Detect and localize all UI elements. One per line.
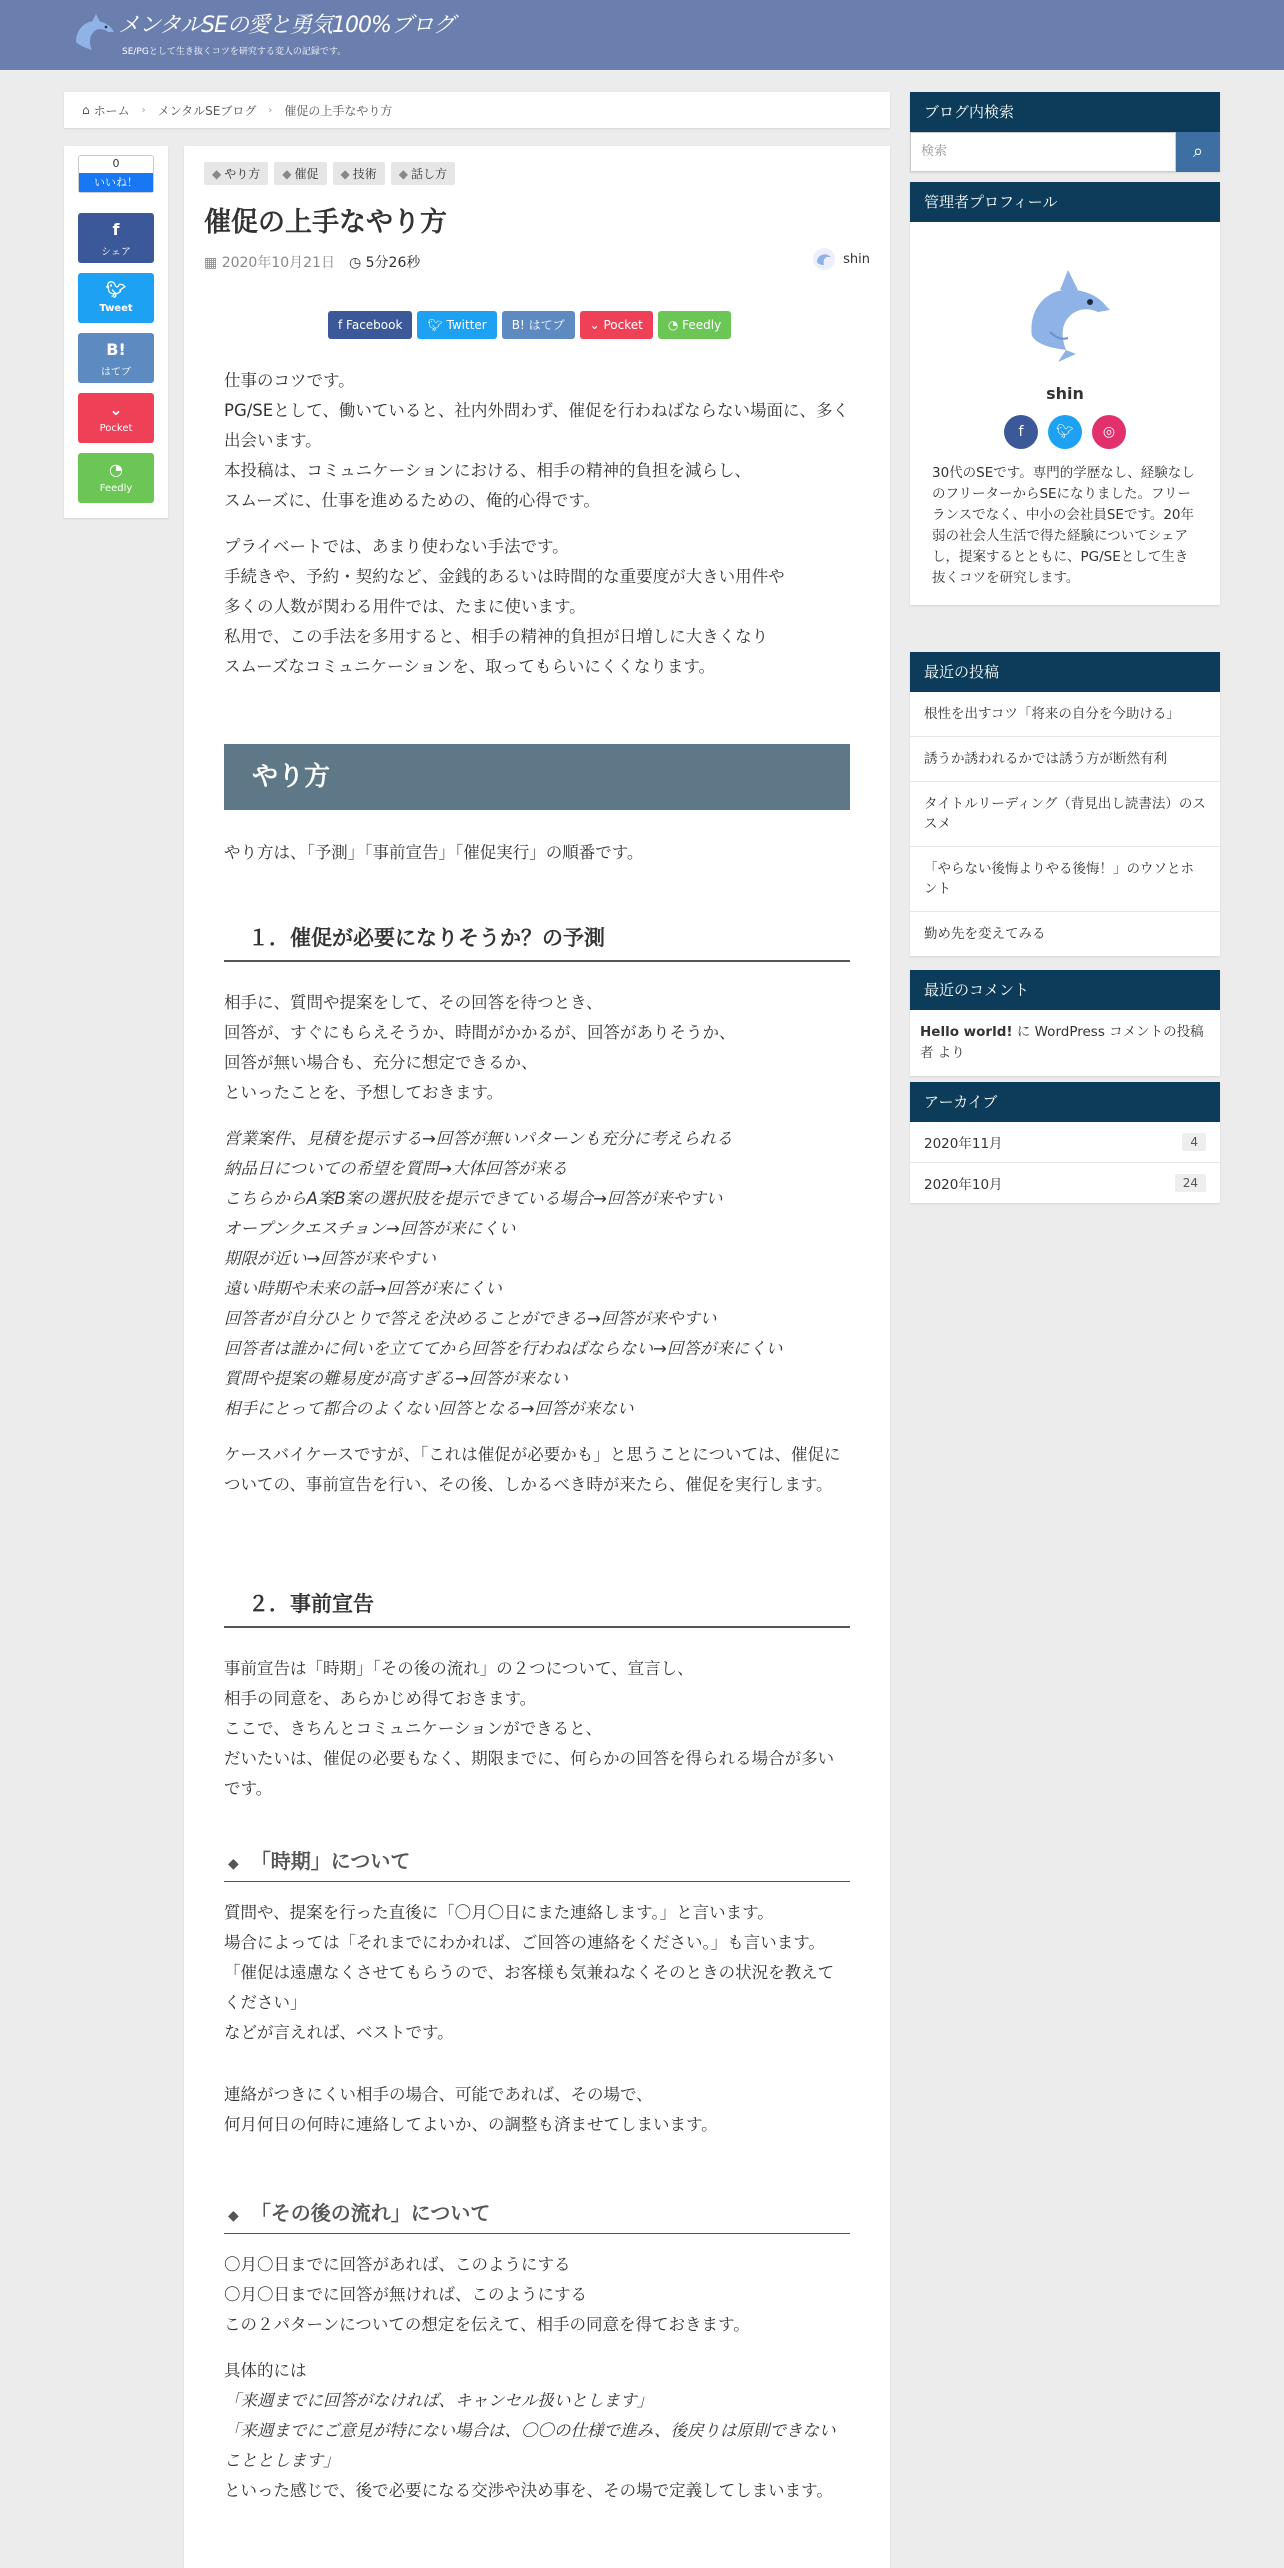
profile-widget (910, 182, 1220, 605)
twitter-icon[interactable]: 🐦︎ (1048, 415, 1082, 449)
feedly-share-label: Feedly (99, 483, 133, 494)
hatena-share-label: はてブ (101, 367, 131, 378)
tag-item[interactable] (274, 162, 326, 185)
hatena-icon: B! (106, 340, 126, 359)
prediction-examples (224, 1124, 850, 1424)
tag-icon: ◆ (212, 167, 222, 181)
text-line: だいたいは、催促の必要もなく、期限までに、何らかの回答を得られる場合が多いです。 (224, 1749, 835, 1798)
archive-label: 2020年11月 (924, 1136, 1003, 1152)
twitter-icon: 🐦︎ (427, 318, 447, 332)
list-item: 遠い時期や未来の話→回答が来にくい (224, 1279, 502, 1298)
recent-post-link[interactable]: タイトルリーディング（背見出し読書法）のススメ (910, 782, 1220, 847)
text-line: 〇月〇日までに回答があれば、このようにする (224, 2255, 571, 2274)
widget-title: 最近の投稿 (910, 652, 1220, 692)
search-button[interactable] (1176, 132, 1220, 172)
diamond-icon: ◆ (228, 1856, 239, 1872)
tag-item[interactable] (204, 162, 268, 185)
subsection-1-conclusion: ケースバイケースですが、「これは催促が必要かも」と思うことについては、催促についての、事前宣告を行い、その後、しかるべき時が来たら、催促を実行します。 (224, 1445, 841, 1494)
pocket-icon: ⌄ (109, 400, 123, 419)
section-intro: やり方は、「予測」「事前宣告」「催促実行」の順番です。 (224, 843, 644, 862)
dolphin-avatar-icon (1010, 258, 1120, 368)
recent-post-link[interactable]: 根性を出すコツ「将来の自分を今助ける」 (910, 692, 1220, 737)
timing-paragraph-2 (224, 2080, 850, 2140)
read-time: 5分26秒 (365, 255, 421, 271)
subsection-2-paragraph (224, 1654, 850, 1804)
profile-name: shin (1046, 384, 1084, 403)
site-tagline: SE/PGとして生き抜くコツを研究する変人の記録です。 (122, 47, 347, 57)
tag-item[interactable] (333, 162, 385, 185)
twitter-button-label: Twitter (446, 318, 487, 332)
comment-text: に WordPress コメントの投稿者 より (920, 1024, 1204, 1061)
home-icon: ⌂ (82, 103, 90, 117)
comment-post-link[interactable]: Hello world! (920, 1024, 1013, 1040)
text-line: などが言えれば、ベストです。 (224, 2023, 454, 2042)
facebook-icon: f (112, 220, 120, 239)
feedly-button-label: Feedly (682, 318, 722, 332)
comment-item (910, 1010, 1220, 1076)
tag-icon: ◆ (398, 167, 408, 181)
chevron-right-icon: › (141, 104, 146, 116)
facebook-like-box[interactable] (78, 155, 154, 193)
subsubsection-title: 「時期」について (250, 1849, 411, 1873)
tag-label: 話し方 (410, 167, 447, 181)
search-icon: ⌕ (1192, 141, 1204, 162)
list-item: 納品日についての希望を質問→大体回答が来る (224, 1159, 568, 1178)
hatena-button[interactable] (502, 311, 575, 339)
text-line: 回答が、すぐにもらえそうか、時間がかかるが、回答がありそうか、 (224, 1023, 736, 1042)
facebook-button[interactable] (328, 311, 412, 339)
site-logo[interactable] (70, 12, 454, 57)
pocket-button-label: Pocket (603, 318, 643, 332)
twitter-button[interactable] (417, 311, 496, 339)
text-line: 回答が無い場合も、充分に想定できるか、 (224, 1053, 538, 1072)
intro-paragraph-2 (224, 532, 850, 682)
widget-title: ブログ内検索 (910, 92, 1220, 132)
text-line: 場合によっては「それまでにわかれば、ご回答の連絡をください。」も言います。 (224, 1933, 825, 1952)
author-avatar (813, 248, 835, 270)
tag-label: 技術 (352, 167, 377, 181)
rss-icon: ◔ (667, 318, 683, 332)
tag-list (204, 162, 455, 185)
text-line: 具体的には (224, 2361, 307, 2380)
facebook-icon[interactable]: f (1004, 415, 1038, 449)
text-line: 「来週までに回答がなければ、キャンセル扱いとします」 (224, 2391, 653, 2410)
list-item: 質問や提案の難易度が高すぎる→回答が来ない (224, 1369, 568, 1388)
pocket-share-label: Pocket (99, 423, 133, 434)
widget-title: アーカイブ (910, 1082, 1220, 1122)
text-line: 質問や、提案を行った直後に「〇月〇日にまた連絡します。」と言います。 (224, 1903, 774, 1922)
site-title: メンタルSEの愛と勇気100%ブログ (118, 13, 454, 38)
article-date: 2020年10月21日 (221, 255, 335, 271)
intro-paragraph (224, 366, 850, 516)
feedly-button[interactable] (658, 311, 731, 339)
share-buttons-row (328, 311, 731, 339)
timing-paragraph (224, 1898, 850, 2048)
search-input[interactable]: 検索 (910, 132, 1176, 172)
section-heading: やり方 (224, 744, 850, 810)
profile-text: 30代のSEです。専門的学歴なし、経験なしのフリーターからSEになりました。フリーランスでなく、中小の会社員SEです。20年弱の社会人生活で得た経験についてシェアし，提案するとともに、PG/SEとして生き抜くコツを研究します。 (932, 465, 1195, 586)
list-item: 相手にとって都合のよくない回答となる→回答が来ない (224, 1399, 634, 1418)
tag-item[interactable] (391, 162, 455, 185)
flow-examples (224, 2356, 850, 2506)
list-item: 期限が近い→回答が来やすい (224, 1249, 436, 1268)
list-item: 回答者が自分ひとりで答えを決めることができる→回答が来やすい (224, 1309, 717, 1328)
recent-posts-widget (910, 652, 1220, 956)
archive-widget (910, 1082, 1220, 1203)
archive-item[interactable] (910, 1122, 1220, 1163)
hatena-icon: B! (511, 318, 529, 332)
list-item: 営業案件、見積を提示する→回答が無いパターンも充分に考えられる (224, 1129, 733, 1148)
text-line: この２パターンについての想定を伝えて、相手の同意を得ておきます。 (224, 2315, 750, 2334)
chevron-right-icon: › (268, 104, 273, 116)
calendar-icon: ▦ (204, 255, 222, 271)
text-line: プライベートでは、あまり使わない手法です。 (224, 537, 569, 556)
text-line: 「来週までにご意見が特にない場合は、〇〇の仕様で進み、後戻りは原則できないこととします」 (224, 2421, 836, 2470)
widget-title: 最近のコメント (910, 970, 1220, 1010)
clock-icon: ◷ (348, 255, 366, 271)
subsubsection-title: 「その後の流れ」について (250, 2201, 491, 2225)
subsubsection-heading-1 (224, 1842, 850, 1882)
text-line: 多くの人数が関わる用件では、たまに使います。 (224, 597, 586, 616)
breadcrumb (64, 92, 890, 128)
text-line: 事前宣告は「時期」「その後の流れ」の２つについて、宣言し、 (224, 1659, 694, 1678)
text-line: 〇月〇日までに回答が無ければ、このようにする (224, 2285, 587, 2304)
facebook-icon: f (338, 318, 347, 332)
breadcrumb-current: 催促の上手なやり方 (284, 103, 393, 118)
text-line: といった感じで、後で必要になる交渉や決め事を、その場で定義してしまいます。 (224, 2481, 833, 2500)
twitter-icon: 🐦︎ (105, 280, 127, 299)
facebook-share-label: シェア (101, 247, 131, 258)
facebook-share-button[interactable] (78, 213, 154, 263)
like-count: 0 (112, 157, 120, 170)
dolphin-logo-icon (70, 12, 116, 54)
flow-paragraph (224, 2250, 850, 2340)
subsection-1-paragraph (224, 988, 850, 1108)
share-sidebar (64, 146, 168, 518)
text-line: 私用で、この手法を多用すると、相手の精神的負担が日増しに大きくなり (224, 627, 769, 646)
breadcrumb-home[interactable]: ホーム (93, 103, 130, 118)
tag-label: 催促 (294, 167, 319, 181)
author-name: shin (843, 251, 870, 267)
archive-label: 2020年10月 (924, 1177, 1003, 1193)
text-line: 連絡がつきにくい相手の場合、可能であれば、その場で、 (224, 2085, 653, 2104)
text-line: 相手の同意を、あらかじめ得ておきます。 (224, 1689, 537, 1708)
article-meta (204, 252, 420, 272)
article (184, 146, 890, 2568)
breadcrumb-category[interactable]: メンタルSEブログ (157, 103, 257, 118)
pocket-icon: ⌄ (589, 318, 604, 332)
widget-title: 管理者プロフィール (910, 182, 1220, 222)
search-widget (910, 92, 1220, 172)
pocket-share-button[interactable] (78, 393, 154, 443)
tag-label: やり方 (224, 167, 261, 181)
like-button[interactable]: いいね！ (79, 173, 153, 192)
hatena-button-label: はてブ (528, 318, 565, 332)
twitter-share-label: Tweet (99, 303, 133, 314)
text-line: 「催促は遠慮なくさせてもらうので、お客様も気兼ねなくそのときの状況を教えてください」 (224, 1963, 835, 2012)
twitter-share-button[interactable] (78, 273, 154, 323)
text-line: 相手に、質問や提案をして、その回答を待つとき、 (224, 993, 603, 1012)
feedly-share-button[interactable] (78, 453, 154, 503)
instagram-icon[interactable]: ◎ (1092, 415, 1126, 449)
recent-comments-widget (910, 970, 1220, 1076)
archive-count: 24 (1175, 1174, 1206, 1192)
author[interactable] (813, 248, 870, 270)
text-line: といったことを、予想しておきます。 (224, 1083, 504, 1102)
archive-count: 4 (1182, 1133, 1206, 1151)
recent-post-link[interactable]: 「やらない後悔よりやる後悔！」のウソとホント (910, 847, 1220, 912)
list-item: 回答者は誰かに伺いを立ててから回答を行わねばならない→回答が来にくい (224, 1339, 783, 1358)
dolphin-icon (813, 248, 835, 270)
tag-icon: ◆ (282, 167, 292, 181)
text-line: 手続きや、予約・契約など、金銭的あるいは時間的な重要度が大きい用件や (224, 567, 785, 586)
subsection-heading-1: １．催促が必要になりそうか？の予測 (224, 916, 850, 962)
rss-icon: ◔ (109, 460, 123, 479)
recent-post-link[interactable]: 勤め先を変えてみる (924, 926, 1046, 942)
recent-post-link[interactable]: 誘うか誘われるかでは誘う方が断然有利 (910, 737, 1220, 782)
subsubsection-heading-2 (224, 2194, 850, 2234)
text-line: PG/SEとして、働いていると、社内外問わず、催促を行わねばならない場面に、多く出会います。 (224, 401, 850, 450)
list-item: こちらからA案B案の選択肢を提示できている場合→回答が来やすい (224, 1189, 723, 1208)
tag-icon: ◆ (340, 167, 350, 181)
text-line: ここで、きちんとコミュニケーションができると、 (224, 1719, 603, 1738)
site-header (0, 0, 1284, 70)
text-line: スムーズに、仕事を進めるための、俺的心得です。 (224, 491, 600, 510)
archive-item[interactable] (910, 1163, 1220, 1203)
text-line: 何月何日の何時に連絡してよいか、の調整も済ませてしまいます。 (224, 2115, 718, 2134)
subsection-heading-2: ２．事前宣告 (224, 1582, 850, 1628)
text-line: スムーズなコミュニケーションを、取ってもらいにくくなります。 (224, 657, 716, 676)
facebook-button-label: Facebook (346, 318, 403, 332)
diamond-icon: ◆ (228, 2208, 239, 2224)
hatena-share-button[interactable] (78, 333, 154, 383)
text-line: 仕事のコツです。 (224, 371, 355, 390)
pocket-button[interactable] (580, 311, 653, 339)
article-title: 催促の上手なやり方 (204, 207, 447, 238)
list-item: オープンクエスチョン→回答が来にくい (224, 1219, 516, 1238)
text-line: 本投稿は、コミュニケーションにおける、相手の精神的負担を減らし、 (224, 461, 752, 480)
